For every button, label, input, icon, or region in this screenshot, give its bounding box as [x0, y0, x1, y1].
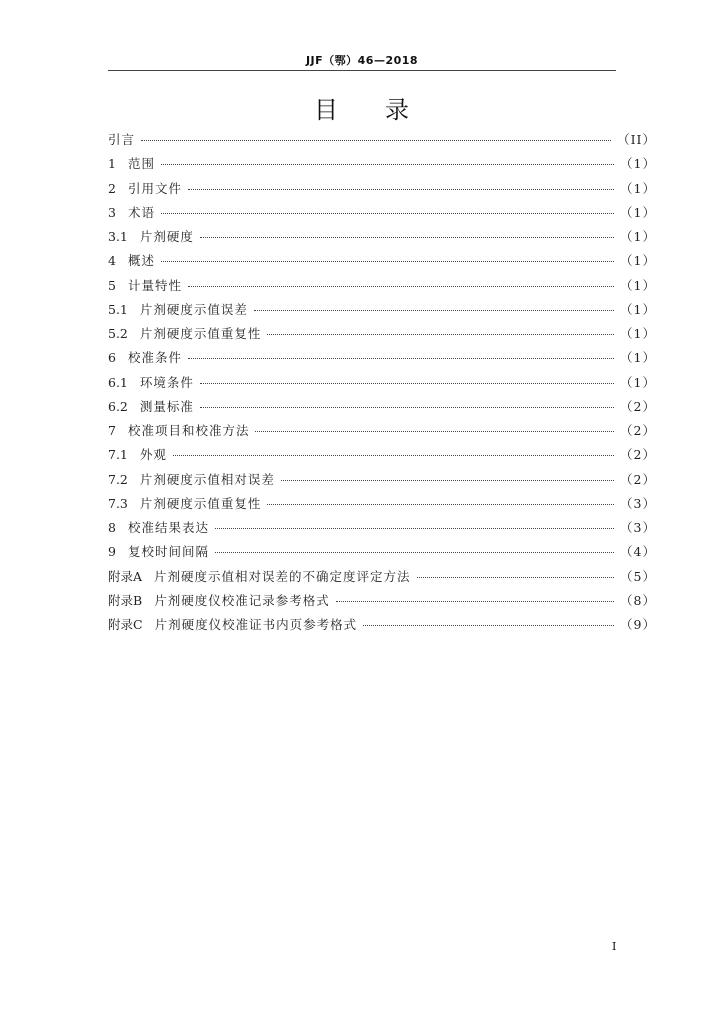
toc-entry-number: 7.3 [108, 495, 128, 511]
toc-entry-page: （1） [620, 229, 656, 244]
toc-entry-number: 4 [108, 253, 116, 269]
toc-entry-number: 7.2 [108, 471, 128, 487]
toc-dot-leader [188, 286, 614, 287]
toc-title [0, 90, 724, 125]
toc-entry-number: 6.1 [108, 374, 128, 390]
toc-dot-leader [281, 480, 614, 481]
toc-entry [108, 468, 656, 492]
header-divider [108, 70, 616, 71]
toc-entry [108, 201, 656, 225]
toc-entry-label: 片剂硬度仪校准证书内页参考格式 [154, 617, 358, 632]
toc-entry-label: 计量特性 [127, 277, 182, 293]
toc-entry-page: （1） [620, 374, 656, 390]
toc-entry [108, 371, 656, 395]
toc-entry-page: （3） [620, 495, 656, 511]
toc-dot-leader [254, 310, 614, 311]
toc-entry-number: 5.2 [108, 326, 128, 341]
toc-entry [108, 419, 656, 443]
toc-entry [108, 152, 656, 176]
toc-entry-page: （1） [620, 156, 656, 172]
toc-entry-label: 引言 [108, 132, 136, 147]
toc-entry-page: （3） [620, 520, 656, 535]
document-code-header: JJF（鄂）46—2018 [305, 54, 419, 67]
toc-entry-label: 环境条件 [139, 374, 194, 390]
toc-dot-leader [200, 407, 614, 408]
toc-entry [108, 443, 656, 467]
toc-entry-label: 范围 [127, 156, 155, 172]
toc-entry-page: （1） [620, 326, 656, 341]
toc-entry [108, 516, 656, 540]
toc-dot-leader [336, 601, 614, 602]
toc-entry-label: 术语 [127, 204, 155, 220]
toc-dot-leader [363, 625, 614, 626]
toc-dot-leader [173, 455, 614, 456]
toc-dot-leader [141, 140, 611, 141]
toc-entry-page: （2） [620, 471, 656, 487]
toc-entry [108, 322, 656, 346]
toc-entry [108, 492, 656, 516]
toc-entry-number: 6 [108, 350, 116, 366]
toc-entry-number: 1 [108, 156, 116, 172]
toc-entry-number: 7.1 [108, 447, 128, 463]
toc-dot-leader [188, 189, 614, 190]
toc-entry-number: 8 [108, 520, 116, 535]
toc-entry [108, 225, 656, 249]
toc-entry [108, 249, 656, 273]
toc-entry [108, 298, 656, 322]
toc-dot-leader [215, 528, 614, 529]
toc-entry-page: （1） [620, 350, 656, 366]
toc-dot-leader [267, 334, 614, 335]
toc-entry-label: 校准项目和校准方法 [127, 423, 250, 438]
toc-entry-number: 5.1 [108, 301, 128, 317]
toc-dot-leader [215, 552, 614, 553]
toc-entry [108, 540, 656, 564]
toc-entry-page: （2） [620, 423, 656, 438]
toc-entry [108, 274, 656, 298]
toc-entry-page: （5） [620, 568, 656, 584]
toc-entry-number: 3 [108, 204, 116, 220]
toc-dot-leader [161, 164, 614, 165]
toc-entry-label: 外观 [139, 447, 167, 463]
toc-entry-label: 片剂硬度示值相对误差的不确定度评定方法 [154, 568, 411, 584]
toc-dot-leader [188, 358, 614, 359]
toc-entry [108, 177, 656, 201]
toc-entry-label: 测量标准 [139, 398, 194, 414]
toc-entry-label: 校准结果表达 [127, 520, 209, 535]
page-number: I [612, 940, 617, 953]
toc-entry-page: （2） [620, 447, 656, 463]
toc-entry-label: 校准条件 [127, 350, 182, 366]
toc-entry-number: 9 [108, 544, 116, 560]
toc-dot-leader [255, 431, 614, 432]
toc-entry-number: 附录B [108, 592, 143, 608]
toc-entry-page: （II） [617, 132, 656, 147]
toc-entry [108, 128, 656, 152]
toc-entry-page: （1） [620, 277, 656, 293]
toc-entry-page: （4） [620, 544, 656, 560]
toc-entry [108, 565, 656, 589]
toc-entry-page: （8） [620, 592, 656, 608]
toc-entry [108, 589, 656, 613]
toc-entry-number: 6.2 [108, 398, 128, 414]
toc-entry-page: （1） [620, 253, 656, 269]
toc-entry-page: （1） [620, 301, 656, 317]
toc-entry-label: 片剂硬度示值相对误差 [139, 471, 275, 487]
toc-title-char-2: 录 [385, 96, 410, 124]
toc-dot-leader [200, 237, 614, 238]
toc-entry-page: （1） [620, 180, 656, 196]
toc-dot-leader [161, 261, 614, 262]
toc-entry-number: 5 [108, 277, 116, 293]
toc-entry-page: （2） [620, 398, 656, 414]
toc-entry [108, 395, 656, 419]
toc-entry-number: 2 [108, 180, 116, 196]
toc-entry [108, 613, 656, 637]
toc-dot-leader [200, 383, 614, 384]
toc-entry-number: 3.1 [108, 229, 128, 244]
toc-entry-label: 复校时间间隔 [127, 544, 209, 560]
toc-entry-label: 片剂硬度示值误差 [139, 301, 248, 317]
toc-dot-leader [267, 504, 614, 505]
toc-entry-label: 片剂硬度仪校准记录参考格式 [154, 592, 330, 608]
toc-entry-label: 片剂硬度示值重复性 [139, 326, 262, 341]
toc-dot-leader [161, 213, 614, 214]
toc-entry-label: 概述 [127, 253, 155, 269]
toc-entry-label: 引用文件 [127, 180, 182, 196]
toc-entry [108, 346, 656, 370]
toc-entry-label: 片剂硬度 [139, 229, 194, 244]
toc-entry-page: （9） [620, 617, 656, 632]
toc-dot-leader [417, 577, 615, 578]
toc-entry-number: 附录A [108, 568, 143, 584]
toc-entry-number: 7 [108, 423, 116, 438]
table-of-contents [108, 128, 656, 637]
toc-entry-number: 附录C [108, 617, 143, 632]
toc-entry-page: （1） [620, 204, 656, 220]
toc-title-char-1: 目 [314, 96, 339, 124]
toc-entry-label: 片剂硬度示值重复性 [139, 495, 262, 511]
